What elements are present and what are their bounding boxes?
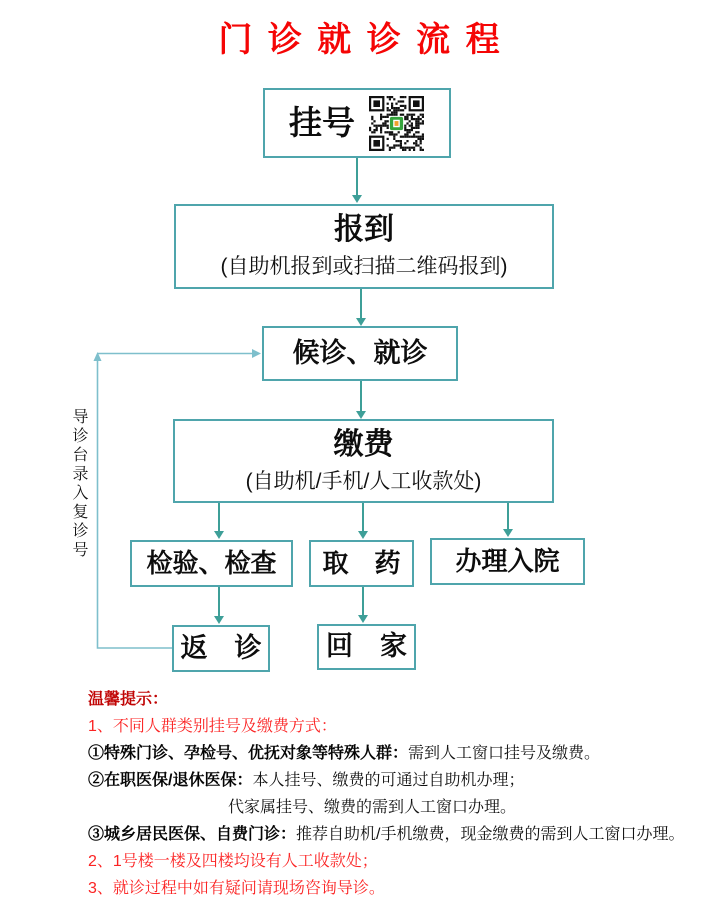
- note-line-2: [88, 740, 698, 767]
- flow-box-return-visit: [172, 625, 270, 672]
- tests-label: 检验、检查: [146, 548, 277, 579]
- note-bold: ①特殊门诊、孕检号、优抚对象等特殊人群：: [88, 745, 409, 762]
- note-text: 推荐自助机/手机缴费，现金缴费的需到人工窗口办理。: [296, 826, 685, 843]
- note-line-3: [88, 767, 698, 794]
- page-title: 门 诊 就 诊 流 程: [218, 21, 503, 59]
- note-bold: ②在职医保/退休医保：: [88, 772, 253, 789]
- notes-section: [88, 686, 698, 902]
- note-text: 本人挂号、缴费的可通过自助机办理；: [252, 772, 525, 789]
- flow-box-admission: [430, 538, 585, 585]
- flow-box-register: [263, 88, 451, 158]
- flow-box-payment: [173, 419, 554, 503]
- flow-box-wait-consult: [262, 326, 458, 381]
- loop-label: 导诊台录入复诊号: [70, 408, 87, 560]
- payment-subtext: (自助机/手机/人工收款处): [245, 469, 482, 493]
- wait-consult-label: 候诊、就诊: [292, 337, 428, 368]
- note-text: 需到人工窗口挂号及缴费。: [408, 745, 601, 762]
- admission-label: 办理入院: [455, 546, 560, 577]
- flow-box-go-home: [317, 624, 416, 670]
- go-home-label: 回 家: [326, 631, 407, 662]
- flow-box-checkin: [174, 204, 554, 289]
- note-line-6: 2、1号楼一楼及四楼均设有人工收款处；: [88, 853, 378, 870]
- flow-box-medicine: [309, 540, 414, 587]
- notes-header: 温馨提示：: [88, 691, 169, 708]
- register-label: 挂号: [289, 103, 355, 141]
- flow-box-tests: [130, 540, 293, 587]
- checkin-subtext: (自助机报到或扫描二维码报到): [220, 255, 508, 278]
- note-line-4: 代家属挂号、缴费的需到人工窗口办理。: [228, 799, 517, 816]
- checkin-label: 报到: [334, 213, 394, 246]
- note-line-1: 1、不同人群类别挂号及缴费方式：: [88, 718, 337, 735]
- note-line-7: 3、就诊过程中如有疑问请现场咨询导诊。: [88, 880, 385, 897]
- return-visit-label: 返 诊: [180, 632, 262, 663]
- payment-label: 缴费: [333, 427, 394, 461]
- note-bold: ③城乡居民医保、自费门诊：: [88, 826, 297, 843]
- medicine-label: 取 药: [322, 548, 401, 579]
- qr-code-icon: [368, 96, 425, 151]
- loop-arrowheads: [94, 349, 262, 361]
- note-line-5: [88, 821, 698, 848]
